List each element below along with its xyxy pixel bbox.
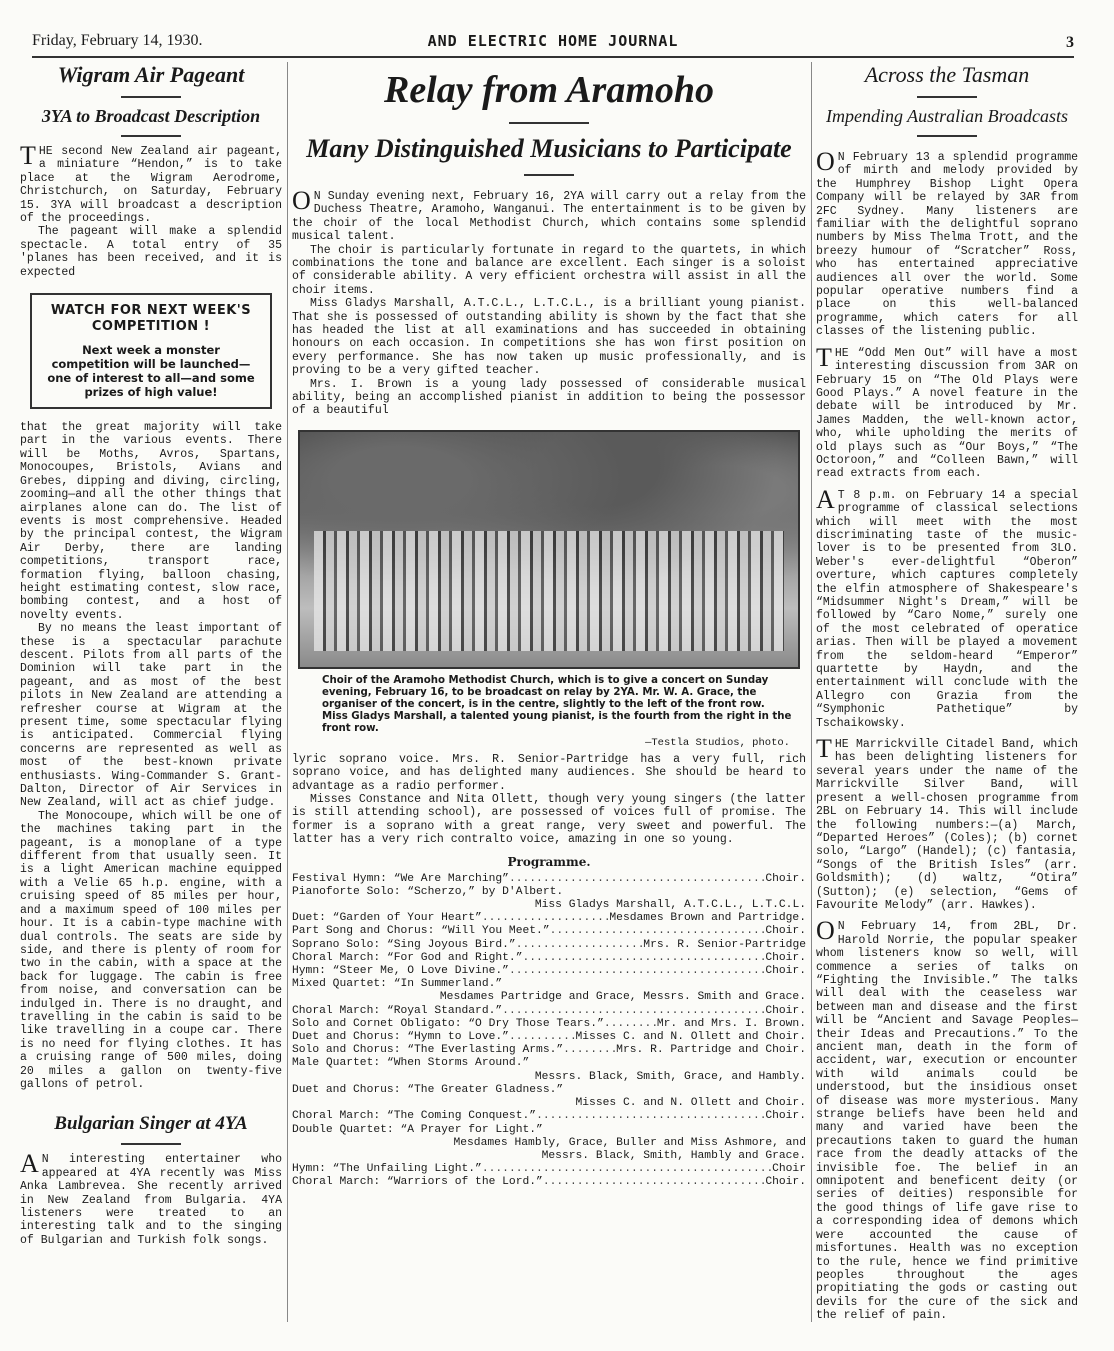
article-paragraph: ON February 13 a splendid programme of mirth and melody provided by the Humphrey Bishop Light Opera Company will be relayed by 3AR from 2FC Sydney. Many listeners are familiar with the delightful soprano numbers by Miss Thelma Trott, and the breezy humour of “Scratcher” Ross, who has entertained appreciative audiences all over the world. Some popular operative numbers find a place on this well-balanced programme, which caters for all classes of the listening public. bbox=[816, 147, 1078, 339]
wigram-headline: Wigram Air Pageant bbox=[57, 62, 245, 87]
article-paragraph: ON February 14, from 2BL, Dr. Harold Norrie, the popular speaker whom listeners know so well, will commence a series of talks on “Fighting the Invisible.” The talks will deal with the ceaseless war between man and disease and the first will be “Ancient and Savage Peoples—their Ideas and Precautions.” To the ancient man, death in the form of accident, war, execution or encounter with wild animals could be understood, but the insidious onset of disease was more mysterious. Many strange beliefs have been held and many and varied have been the precautions taken to guard the human race from the deadly attacks of the invisible foe. The belief in an omnipotent and beneficent deity (or series of deities) responsible for the good things of life gave rise to a corresponding idea of demons which were accounted the cause of misfortunes. Health was no exception to the rule, hence we find primitive peoples throughout the ages propitiating the gods or casting out devils for the cure of the sick and the relief of pain. bbox=[816, 916, 1078, 1323]
programme-row bbox=[292, 1124, 806, 1137]
programme-row bbox=[292, 965, 806, 978]
programme-performer: Choir. bbox=[765, 1004, 806, 1017]
journal-title: AND ELECTRIC HOME JOURNAL bbox=[427, 32, 679, 50]
relay-subheadline: Many Distinguished Musicians to Participate bbox=[306, 134, 792, 163]
programme-performer: Misses C. and N. Ollett and Choir. bbox=[575, 1031, 806, 1044]
leader-dots bbox=[536, 1110, 765, 1123]
programme-performer: Mesdames Hambly, Grace, Buller and Miss Ashmore, and bbox=[453, 1136, 806, 1149]
right-column bbox=[816, 62, 1078, 1323]
leader-dots bbox=[563, 1044, 616, 1057]
column-divider bbox=[287, 62, 288, 1322]
leader-dots bbox=[482, 912, 610, 925]
leader-dots bbox=[550, 925, 766, 938]
programme-row bbox=[292, 952, 806, 965]
programme-performer: Choir. bbox=[765, 951, 806, 964]
competition-notice-title: WATCH FOR NEXT WEEK'S COMPETITION ! bbox=[50, 303, 252, 335]
article-paragraph: The Monocoupe, which will be one of the machines taking part in the pageant, is a monoplane of a type different from that usually seen. It is a light American machine equipped with a Velie 65 h.p. engine, with a cruising speed of 85 miles per hour, and a maximum speed of 100 miles per hour. It is a cabin-type machine with dual controls. The seats are side by side, and there is plenty of room for two in the cabin, with a space at the back for luggage. The cabin is free from noise, and conversation can be indulged in. There is no draught, and travelling in the cabin is said to be like travelling in a coupe car. There is no need for flying clothes. It has a cruising range of 500 miles, doing 20 miles a gallon on twenty-five gallons of petrol. bbox=[20, 809, 282, 1091]
programme-item: Choral March: “The Coming Conquest.” bbox=[292, 1110, 537, 1123]
programme-item: Duet: “Garden of Your Heart” bbox=[292, 912, 482, 925]
programme-item: Duet and Chorus: “Hymn to Love.” bbox=[292, 1031, 509, 1044]
page-number: 3 bbox=[1066, 34, 1074, 51]
programme-heading: Programme. bbox=[507, 854, 591, 869]
bulgarian-article bbox=[20, 1149, 282, 1247]
leader-dots bbox=[516, 939, 644, 952]
headline-rule bbox=[121, 96, 181, 98]
article-paragraph: lyric soprano voice. Mrs. R. Senior-Partridge has a very full, rich soprano voice, and has delighted many audiences. She should be heard to advantage as a radio performer. bbox=[292, 752, 806, 793]
photo-caption: Choir of the Aramoho Methodist Church, which is to give a concert on Sunday evening, February 16, to be broadcast on relay by 2YA. Mr. W. A. Grace, the organiser of the concert, is in the centre, slightly to the left of the front row. Miss Gladys Marshall, a talented young pianist, is the fourth from the right in the front row. bbox=[322, 674, 792, 734]
programme-row bbox=[292, 978, 806, 991]
relay-article bbox=[292, 185, 806, 418]
headline-rule bbox=[509, 122, 589, 124]
programme-performer: Mr. and Mrs. I. Brown. bbox=[656, 1017, 806, 1030]
programme-item: Pianoforte Solo: “Scherzo,” by D'Albert. bbox=[292, 885, 564, 898]
tasman-headline: Across the Tasman bbox=[864, 62, 1030, 87]
article-paragraph: Mrs. I. Brown is a young lady possessed of considerable musical ability, being an accomplished pianist in addition to being the possessor of a beautiful bbox=[292, 377, 806, 418]
programme-item: Duet and Chorus: “The Greater Gladness.” bbox=[292, 1083, 564, 1096]
choir-photograph bbox=[298, 430, 800, 669]
programme-item: Hymn: “Steer Me, O Love Divine.” bbox=[292, 965, 509, 978]
programme-list bbox=[292, 873, 806, 1190]
programme-performer: Miss Gladys Marshall, A.T.C.L., L.T.C.L. bbox=[534, 899, 806, 912]
programme-item: Choral March: “Royal Standard.” bbox=[292, 1004, 503, 1017]
article-paragraph: Miss Gladys Marshall, A.T.C.L., L.T.C.L., is a brilliant young pianist. That she is possessed of outstanding ability is shown by the fact that she has headed the list at all examinations and has succeeded in obtaining honours on each occasion. In competitions she has won first position on every performance. She has now taken up music professionally, and is proving to be a very gifted teacher. bbox=[292, 297, 806, 378]
headline-rule bbox=[917, 96, 977, 98]
programme-item: Mixed Quartet: “In Summerland.” bbox=[292, 978, 503, 991]
programme-row bbox=[292, 912, 806, 925]
programme-item: Choral March: “Warriors of the Lord.” bbox=[292, 1176, 543, 1189]
photo-credit: —Testla Studios, photo. bbox=[645, 736, 790, 749]
programme-performer: Choir. bbox=[765, 1176, 806, 1189]
leader-dots bbox=[543, 1176, 765, 1189]
programme-performer: Mrs. R. Partridge and Choir. bbox=[616, 1044, 806, 1057]
headline-rule bbox=[524, 174, 574, 176]
programme-performer: Choir. bbox=[765, 1110, 806, 1123]
article-paragraph: AN interesting entertainer who appeared at 4YA recently was Miss Anka Lambrevea. She recently arrived in New Zealand from Bulgaria. 4YA listeners were treated to an interesting talk and to the singing of Bulgarian and Turkish folk songs. bbox=[20, 1149, 282, 1247]
tasman-subheadline: Impending Australian Broadcasts bbox=[826, 106, 1068, 126]
headline-rule bbox=[121, 135, 181, 137]
wigram-article bbox=[20, 141, 282, 279]
article-paragraph: THE Marrickville Citadel Band, which has been delighting listeners for several years under the name of the Marrickville Silver Band, will present a well-chosen programme from 2BL on February 14. This will include the following numbers:—(a) March, “Departed Heroes” (Coles); (b) cornet solo, “Largo” (Handel); (c) fantasia, “Songs of the British Isles” (arr. Goldsmith); (d) waltz, “Otira” (Sutton); (e) selection, “Gems of Favourite Melody” (arr. Hawkes). bbox=[816, 734, 1078, 912]
competition-notice-box bbox=[30, 293, 272, 409]
programme-row bbox=[292, 1110, 806, 1123]
wigram-article-continued bbox=[20, 421, 282, 1091]
headline-rule bbox=[121, 1143, 181, 1145]
programme-performer: Mesdames Brown and Partridge. bbox=[609, 912, 806, 925]
programme-row bbox=[292, 1057, 806, 1070]
programme-row bbox=[292, 873, 806, 886]
programme-performer: Messrs. Black, Smith, Hambly and Grace. bbox=[541, 1149, 806, 1162]
programme-item: Solo and Cornet Obligato: “O Dry Those Tears.” bbox=[292, 1017, 604, 1030]
programme-item: Hymn: “The Unfailing Light.” bbox=[292, 1163, 482, 1176]
article-paragraph: AT 8 p.m. on February 14 a special programme of classical selections which will meet with the most discriminating taste of the music-lover is to be presented from 3LO. Weber's ever-delightful “Oberon” overture, which captures completely the elfin atmosphere of Shakespeare's “Midsummer Night's Dream,” will be followed by “Caro Nome,” surely one of the most celebrated of operatice arias. Then will be played a movement from the seldom-heard “Emperor” quartette by Haydn, and the entertainment will conclude with the Allegro con Grazia from the “Symphonic Pathetique” by Tschaikowsky. bbox=[816, 484, 1078, 730]
programme-performer: Choir bbox=[772, 1163, 806, 1176]
headline-rule bbox=[917, 135, 977, 137]
article-paragraph: By no means the least important of these is a spectacular parachute descent. Pilots from all parts of the Dominion will take part in the pageant, and as most of the best pilots in New Zealand are attending a refresher course at Wigram at the present time, some spectacular flying is anticipated. Commercial flying concerns are represented as well as most of the best-known private enthusiasts. Wing-Commander S. Grant-Dalton, Director of Air Services in New Zealand, will act as chief judge. bbox=[20, 622, 282, 810]
choir-group-image bbox=[314, 531, 784, 651]
programme-item: Solo and Chorus: “The Everlasting Arms.” bbox=[292, 1044, 564, 1057]
article-paragraph: THE “Odd Men Out” will have a most interesting discussion from 3AR on February 15 on “The Old Plays were Good Plays.” A novel feature in the debate will be introduced by Mr. James Madden, the well-known actor, who, while upholding the merits of old plays such as “Our Boys,” “The Octoroon,” and “Colleen Bawn,” will read extracts from each. bbox=[816, 342, 1078, 481]
bulgarian-headline: Bulgarian Singer at 4YA bbox=[54, 1113, 248, 1135]
leader-dots bbox=[604, 1018, 657, 1031]
programme-item: Choral March: “For God and Right.” bbox=[292, 951, 523, 964]
programme-performer: Choir. bbox=[765, 965, 806, 978]
programme-row bbox=[292, 1018, 806, 1031]
programme-row bbox=[292, 1005, 806, 1018]
programme-performer: Misses C. and N. Ollett and Choir. bbox=[575, 1097, 806, 1110]
leader-dots bbox=[502, 1005, 765, 1018]
programme-row bbox=[292, 1044, 806, 1057]
leader-dots bbox=[509, 873, 765, 886]
left-column bbox=[20, 62, 282, 1247]
relay-article-continued bbox=[292, 753, 806, 847]
article-paragraph: that the great majority will take part in the various events. There will be Moths, Avros, Spartans, Monocoupes, Bristols, Avians and Grebes, dipping and diving, circling, zooming—and all the other things that airplanes alone can do. The list of events is most comprehensive. Headed by the principal contest, the Wigram Air Derby, there are landing competitions, transport race, formation flying, balloon chasing, height estimating contest, slow race, bombing contest, and a host of novelty events. bbox=[20, 421, 282, 622]
leader-dots bbox=[509, 1031, 576, 1044]
article-paragraph: THE second New Zealand air pageant, a miniature “Hendon,” is to take place at the Wigram Aerodrome, Christchurch, on Saturday, February 15. 3YA will broadcast a description of the proceedings. bbox=[20, 141, 282, 226]
column-divider bbox=[811, 62, 812, 1322]
issue-date: Friday, February 14, 1930. bbox=[32, 32, 203, 49]
wigram-subheadline: 3YA to Broadcast Description bbox=[41, 106, 261, 126]
programme-item: Soprano Solo: “Sing Joyous Bird.” bbox=[292, 938, 516, 951]
programme-performer: Messrs. Black, Smith, Grace, and Hambly. bbox=[534, 1070, 806, 1083]
programme-row bbox=[292, 925, 806, 938]
programme-row bbox=[292, 1084, 806, 1097]
middle-column bbox=[292, 62, 806, 1190]
programme-performer: Mrs. R. Senior-Partridge bbox=[643, 938, 806, 951]
programme-row bbox=[292, 1031, 806, 1044]
programme-item: Festival Hymn: “We Are Marching” bbox=[292, 872, 509, 885]
programme-row bbox=[292, 886, 806, 899]
page-header bbox=[32, 30, 1074, 58]
programme-item: Double Quartet: “A Prayer for Light.” bbox=[292, 1123, 543, 1136]
programme-item: Male Quartet: “When Storms Around.” bbox=[292, 1057, 530, 1070]
tasman-article bbox=[816, 147, 1078, 1323]
leader-dots bbox=[523, 952, 766, 965]
leader-dots bbox=[482, 1163, 772, 1176]
programme-row bbox=[292, 939, 806, 952]
leader-dots bbox=[509, 965, 765, 978]
relay-headline: Relay from Aramoho bbox=[383, 69, 715, 111]
article-paragraph: ON Sunday evening next, February 16, 2YA will carry out a relay from the Duchess Theatre, Aramoho, Wanganui. The entertainment is to be given by the choir of the local Methodist Church, which contains some splendid musical talent. bbox=[292, 185, 806, 244]
programme-performer: Choir. bbox=[765, 925, 806, 938]
programme-performer: Choir. bbox=[765, 872, 806, 885]
programme-row bbox=[292, 1163, 806, 1176]
competition-notice-body: Next week a monster competition will be launched—one of interest to all—and some prizes of high value! bbox=[47, 343, 255, 400]
programme-row bbox=[292, 1176, 806, 1189]
programme-performer: Mesdames Partridge and Grace, Messrs. Smith and Grace. bbox=[439, 991, 806, 1004]
article-paragraph: The choir is particularly fortunate in regard to the quartets, in which combinations the tone and balance are excellent. Each singer is a soloist of considerable ability. A very efficient orchestra will assist in all the choir items. bbox=[292, 243, 806, 297]
programme-item: Part Song and Chorus: “Will You Meet.” bbox=[292, 925, 550, 938]
article-paragraph: Misses Constance and Nita Ollett, though very young singers (the latter is still attending school), are possessed of voices full of promise. The former is a soprano with a great range, very sweet and powerful. The latter has a very rich contralto voice, amazing in one so young. bbox=[292, 793, 806, 847]
article-paragraph: The pageant will make a splendid spectacle. A total entry of 35 'planes has been received, and it is expected bbox=[20, 225, 282, 279]
